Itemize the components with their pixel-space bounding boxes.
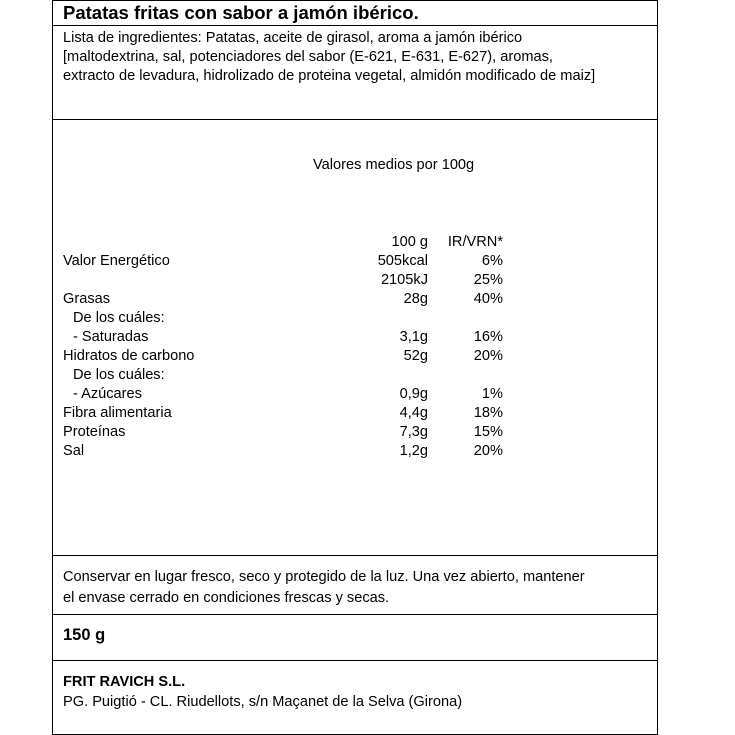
- col-header-ir-vrn: IR/VRN*: [447, 234, 503, 250]
- row-label-protein: Proteínas: [63, 424, 126, 440]
- row-pct-fibre: 18%: [473, 405, 503, 421]
- weight-divider: [52, 660, 658, 661]
- row-label-carbohydrates: Hidratos de carbono: [63, 348, 195, 364]
- row-pct-energy-kj: 25%: [473, 272, 503, 288]
- row-pct-energy-kcal: 6%: [481, 253, 503, 269]
- row-value-protein: 7,3g: [399, 424, 428, 440]
- row-pct-sugars: 1%: [481, 386, 503, 402]
- company-address: PG. Puigtió - CL. Riudellots, s/n Maçanet de la Selva (Girona): [63, 694, 463, 710]
- nutrition-heading: Valores medios por 100g: [313, 157, 475, 173]
- row-pct-salt: 20%: [473, 443, 503, 459]
- storage-divider: [52, 614, 658, 615]
- nutrition-divider: [52, 555, 658, 556]
- row-value-saturated: 3,1g: [399, 329, 428, 345]
- ingredients-divider: [52, 119, 658, 120]
- col-header-per-100g: 100 g: [391, 234, 428, 250]
- row-label-saturated: - Saturadas: [73, 329, 149, 345]
- row-label-fibre: Fibra alimentaria: [63, 405, 172, 421]
- row-value-energy-kj: 2105kJ: [380, 272, 428, 288]
- row-pct-saturated: 16%: [473, 329, 503, 345]
- company-name: FRIT RAVICH S.L.: [63, 674, 186, 690]
- ingredients-list: Lista de ingredientes: Patatas, aceite de girasol, aroma a jamón ibérico [maltodextrina, sal, potenciadores del sabor (E-621, E-631, E-627), aromas, extracto de levadura, hidrolizado de proteina vegetal, almidón modificado de maiz]: [63, 30, 596, 84]
- row-label-salt: Sal: [63, 443, 85, 459]
- row-value-sugars: 0,9g: [399, 386, 428, 402]
- row-value-fibre: 4,4g: [399, 405, 428, 421]
- row-value-energy-kcal: 505kcal: [377, 253, 428, 269]
- row-label-fat: Grasas: [63, 291, 111, 307]
- storage-instructions: Conservar en lugar fresco, seco y protegido de la luz. Una vez abierto, mantener el envase cerrado en condiciones frescas y secas.: [63, 569, 585, 606]
- row-label-of-which-2: De los cuáles:: [73, 367, 165, 383]
- row-pct-fat: 40%: [473, 291, 503, 307]
- row-value-carbohydrates: 52g: [403, 348, 428, 364]
- row-label-energy: Valor Energético: [63, 253, 170, 269]
- row-pct-protein: 15%: [473, 424, 503, 440]
- top-border: [52, 0, 658, 1]
- row-value-fat: 28g: [403, 291, 428, 307]
- row-label-sugars: - Azúcares: [73, 386, 142, 402]
- title-divider: [52, 25, 658, 26]
- row-pct-carbohydrates: 20%: [473, 348, 503, 364]
- net-weight: 150 g: [63, 626, 106, 644]
- row-value-salt: 1,2g: [399, 443, 428, 459]
- product-title: Patatas fritas con sabor a jamón ibérico.: [63, 2, 419, 23]
- row-label-of-which: De los cuáles:: [73, 310, 165, 326]
